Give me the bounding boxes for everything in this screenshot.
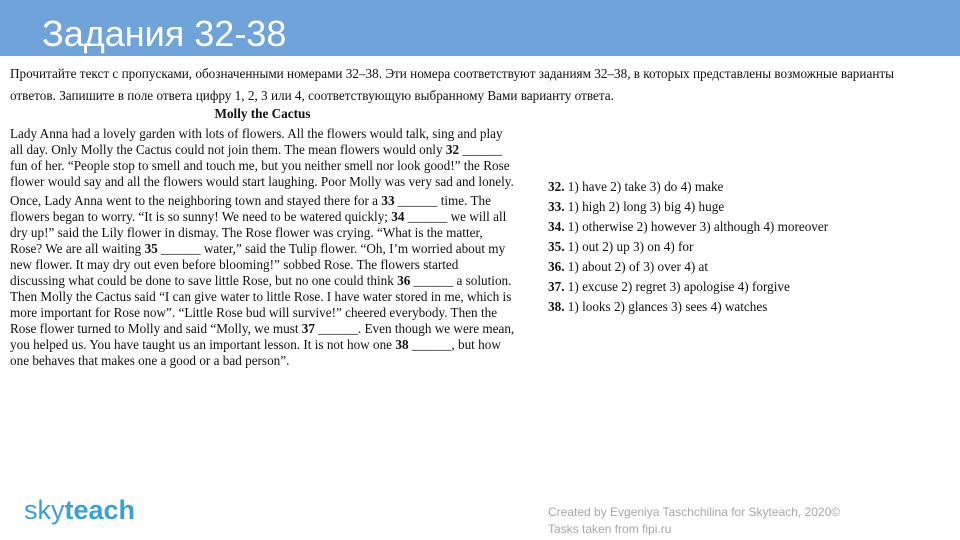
option-row-32 <box>548 177 948 197</box>
credits-source: Tasks taken from fipi.ru <box>548 522 672 536</box>
option-row-36 <box>548 257 948 277</box>
gap-number-38: 38 <box>395 337 409 352</box>
option-number: 34. <box>548 219 565 234</box>
option-text: 1) have 2) take 3) do 4) make <box>567 179 724 194</box>
story-text <box>10 126 515 372</box>
option-text: 1) high 2) long 3) big 4) huge <box>567 199 725 214</box>
gap-number-32: 32 <box>445 142 460 157</box>
option-text: 1) about 2) of 3) over 4) at <box>567 259 709 274</box>
option-text: 1) looks 2) glances 3) sees 4) watches <box>567 299 768 314</box>
story-paragraph-1 <box>10 126 515 190</box>
option-number: 37. <box>548 279 565 294</box>
option-row-34 <box>548 217 948 237</box>
gap-number-34: 34 <box>391 209 405 224</box>
option-number: 33. <box>548 199 565 214</box>
option-row-33 <box>548 197 948 217</box>
answer-options <box>548 177 948 317</box>
credits-author: Created by Evgeniya Taschchilina for Skyteach, 2020© <box>548 505 841 519</box>
option-text: 1) out 2) up 3) on 4) for <box>567 239 694 254</box>
story-text-fragment: ______ a solution. Then Molly the Cactus said “I can give water to little Rose. I have water stored in me, which is more important for Rose now”. “Little Rose bud will survive!” cheered everybody. Then the Rose flower turned to Molly and said “Molly, we must <box>10 273 512 336</box>
option-number: 35. <box>548 239 565 254</box>
skyteach-logo <box>24 493 135 527</box>
option-number: 38. <box>548 299 565 314</box>
story-title: Molly the Cactus <box>214 106 311 121</box>
gap-number-33: 33 <box>381 193 395 208</box>
gap-number-36: 36 <box>397 273 411 288</box>
gap-number-35: 35 <box>144 241 158 256</box>
task-instructions: Прочитайте текст с пропусками, обозначенными номерами 32–38. Эти номера соответствуют заданиям 32–38, в которых представлены возможные варианты ответов. Запишите в поле ответа цифру 1, 2, 3 или 4, соответствующую выбранному Вами варианту ответа. <box>10 66 894 103</box>
option-text: 1) otherwise 2) however 3) although 4) moreover <box>567 219 829 234</box>
story-text-fragment: ______ fun of her. “People stop to smell and touch me, but you neither smell nor look good!” the Rose flower would say and all the flowers would start laughing. Poor Molly was very sad and lonely. <box>10 142 514 189</box>
gap-number-37: 37 <box>301 321 315 336</box>
story-paragraph-2 <box>10 193 515 369</box>
story-text-fragment: ______. Even though we were mean, you helped us. You have taught us an important lesson. It is not how one <box>10 321 515 352</box>
option-number: 36. <box>548 259 565 274</box>
story-text-fragment: Lady Anna had a lovely garden with lots of flowers. All the flowers would talk, sing and play all day. Only Molly the Cactus could not join them. The mean flowers would only <box>10 126 503 157</box>
option-row-35 <box>548 237 948 257</box>
story-text-fragment: ______ we will all dry up!” said the Lily flower in dismay. The Rose flower was crying. “What is the matter, Rose? We are all waiting <box>10 209 507 256</box>
page-title: Задания 32-38 <box>42 13 287 54</box>
option-row-37 <box>548 277 948 297</box>
logo-text-sky: sky <box>24 495 65 525</box>
option-number: 32. <box>548 179 565 194</box>
option-text: 1) excuse 2) regret 3) apologise 4) forgive <box>567 279 790 294</box>
logo-text-teach: teach <box>64 495 136 525</box>
header-bar <box>0 0 960 56</box>
story-text-fragment: ______, but how one behaves that makes one a good or a bad person”. <box>10 337 501 368</box>
story-text-fragment: ______ time. The flowers began to worry. “It is so sunny! We need to be watered quickly; <box>10 193 491 224</box>
story-text-fragment: Once, Lady Anna went to the neighboring town and stayed there for a <box>10 193 382 208</box>
option-row-38 <box>548 297 948 317</box>
story-text-fragment: ______ water,” said the Tulip flower. “Oh, I’m worried about my new flower. It may dry out even before blooming!” sobbed Rose. The flowers started discussing what could be done to save little Rose, but no one could think <box>10 241 506 288</box>
credits <box>548 504 840 538</box>
